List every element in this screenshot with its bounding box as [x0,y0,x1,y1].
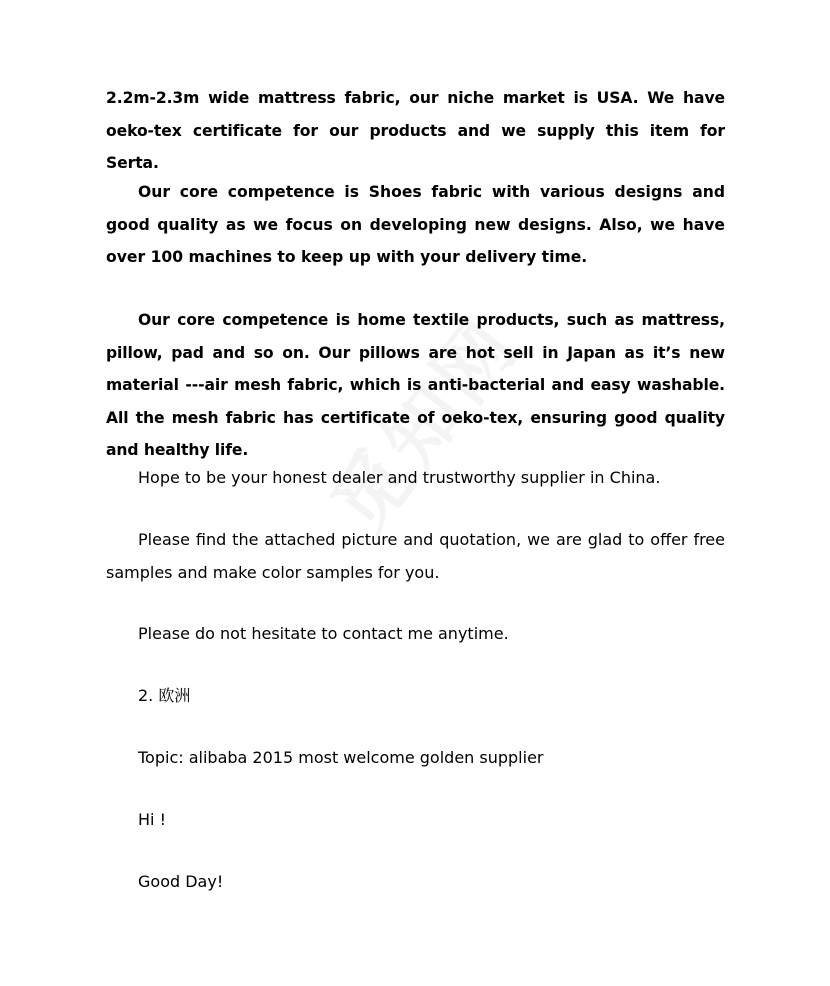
paragraph-mattress-fabric: 2.2m-2.3m wide mattress fabric, our niche market is USA. We have oeko-tex certificate for our products and we supply this item for Serta. [106,89,725,172]
paragraph-home-textile: Our core competence is home textile products, such as mattress, pillow, pad and so on. Our pillows are hot sell in Japan as it’s new material ---air mesh fabric, which is anti-bacterial and easy washable. All the mesh fabric has certificate of oeko-tex, ensuring good quality and healthy life. [106,311,725,459]
greeting-hi: Hi ! [138,810,166,829]
paragraph-honest-dealer: Hope to be your honest dealer and trustworthy supplier in China. [138,468,661,487]
section-heading-europe: 2. 欧洲 [138,686,191,705]
email-topic-line: Topic: alibaba 2015 most welcome golden supplier [138,748,544,767]
paragraph-contact-me: Please do not hesitate to contact me anytime. [138,624,509,643]
paragraph-shoes-fabric: Our core competence is Shoes fabric with various designs and good quality as we focus on developing new designs. Also, we have over 100 machines to keep up with your delivery time. [106,183,725,266]
greeting-good-day: Good Day! [138,872,224,891]
paragraph-attached-picture: Please find the attached picture and quotation, we are glad to offer free samples and make color samples for you. [106,530,725,582]
